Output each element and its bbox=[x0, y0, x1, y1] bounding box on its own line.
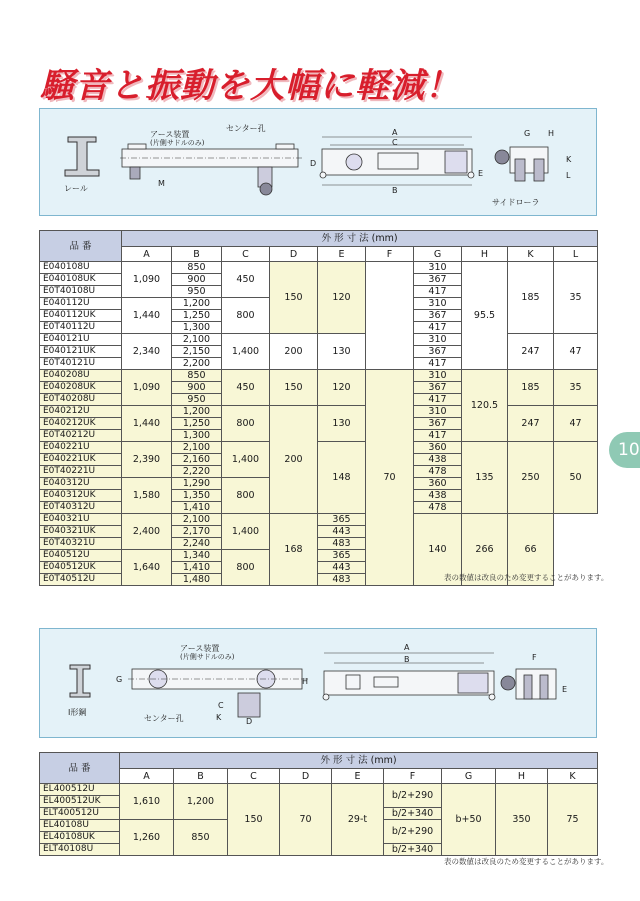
col2-f: F bbox=[384, 769, 442, 784]
value-b: 1,410 bbox=[172, 502, 222, 514]
value-b: 1,480 bbox=[172, 574, 222, 586]
col2-k: K bbox=[548, 769, 598, 784]
value-g: 360 bbox=[414, 478, 462, 490]
value-g: 417 bbox=[414, 430, 462, 442]
dim-c: C bbox=[392, 138, 398, 147]
value-l: 47 bbox=[554, 334, 598, 370]
model-cell: E0T40512U bbox=[40, 574, 122, 586]
model-cell: E040212UK bbox=[40, 418, 122, 430]
dim-l: L bbox=[566, 171, 571, 180]
value-c: 800 bbox=[222, 298, 270, 334]
table1-note: 表の数値は改良のため変更することがあります。 bbox=[444, 573, 609, 582]
dim2-c: C bbox=[218, 701, 224, 710]
value2-f: b/2+290 bbox=[384, 820, 442, 844]
col-e: E bbox=[318, 247, 366, 262]
ibeam-label: I形鋼 bbox=[68, 708, 87, 717]
value-g: 417 bbox=[414, 286, 462, 298]
value-g: 483 bbox=[318, 574, 366, 586]
value-d: 200 bbox=[270, 406, 318, 514]
rail-label: レール bbox=[64, 184, 88, 193]
value-e: 148 bbox=[318, 442, 366, 514]
value-b: 900 bbox=[172, 274, 222, 286]
value-b: 1,200 bbox=[172, 298, 222, 310]
value-k: 185 bbox=[508, 262, 554, 334]
value-g: 310 bbox=[414, 262, 462, 274]
value-g: 478 bbox=[414, 466, 462, 478]
dim-d: D bbox=[310, 159, 317, 168]
value-a: 1,440 bbox=[122, 298, 172, 334]
value-l: 35 bbox=[554, 370, 598, 406]
value2-f: b/2+340 bbox=[384, 808, 442, 820]
value-a: 1,090 bbox=[122, 262, 172, 298]
col-b: B bbox=[172, 247, 222, 262]
value-e: 130 bbox=[318, 334, 366, 370]
value-g: 360 bbox=[414, 442, 462, 454]
value2-f: b/2+340 bbox=[384, 844, 442, 856]
value-k: 247 bbox=[508, 406, 554, 442]
value-b: 1,340 bbox=[172, 550, 222, 562]
value-b: 1,250 bbox=[172, 310, 222, 322]
earth-device-label: アース装置 bbox=[150, 130, 190, 139]
dim2-d: D bbox=[246, 717, 253, 726]
value-g: 443 bbox=[318, 526, 366, 538]
value-g: 310 bbox=[414, 334, 462, 346]
value2-g: b+50 bbox=[442, 784, 496, 856]
model-cell: E040321UK bbox=[40, 526, 122, 538]
value-g: 443 bbox=[318, 562, 366, 574]
value-a: 1,640 bbox=[122, 550, 172, 586]
model-cell: E040312UK bbox=[40, 490, 122, 502]
value-f: 70 bbox=[366, 370, 414, 586]
value-b: 1,350 bbox=[172, 490, 222, 502]
value-c: 1,400 bbox=[222, 514, 270, 550]
model-cell: E040208U bbox=[40, 370, 122, 382]
dim-a: A bbox=[392, 128, 398, 137]
dim-k: K bbox=[566, 155, 572, 164]
value2-h: 350 bbox=[496, 784, 548, 856]
value-b: 2,150 bbox=[172, 346, 222, 358]
spec-table-2 bbox=[39, 752, 598, 856]
value-g: 417 bbox=[414, 394, 462, 406]
col-k: K bbox=[508, 247, 554, 262]
value-k: 250 bbox=[508, 442, 554, 514]
value-h: 140 bbox=[414, 514, 462, 586]
model-cell: E0T40312U bbox=[40, 502, 122, 514]
value-b: 2,100 bbox=[172, 334, 222, 346]
value-l: 35 bbox=[554, 262, 598, 334]
value-d: 150 bbox=[270, 262, 318, 334]
value-b: 1,250 bbox=[172, 418, 222, 430]
value-b: 1,300 bbox=[172, 322, 222, 334]
value-b: 2,100 bbox=[172, 514, 222, 526]
value-d: 200 bbox=[270, 334, 318, 370]
model-cell: E0T40221U bbox=[40, 466, 122, 478]
model-cell: ELT400512U bbox=[40, 808, 120, 820]
col2-b: B bbox=[174, 769, 228, 784]
model-cell: E040208UK bbox=[40, 382, 122, 394]
spec-table-1 bbox=[39, 230, 598, 586]
value-a: 1,090 bbox=[122, 370, 172, 406]
dim2-h: H bbox=[302, 677, 309, 686]
model-cell: E040108U bbox=[40, 262, 122, 274]
model-cell: EL400512U bbox=[40, 784, 120, 796]
col2-a: A bbox=[120, 769, 174, 784]
page-headline: 騒音と振動を大幅に軽減！ bbox=[40, 66, 460, 106]
value-c: 1,400 bbox=[222, 334, 270, 370]
value-b: 1,290 bbox=[172, 478, 222, 490]
value-g: 367 bbox=[414, 346, 462, 358]
ibeam-drawing bbox=[40, 629, 596, 737]
value-a: 2,340 bbox=[122, 334, 172, 370]
earth-device-sub-2: (片側サドルのみ) bbox=[180, 653, 235, 661]
model-cell: E0T40108U bbox=[40, 286, 122, 298]
model-cell: E040112UK bbox=[40, 310, 122, 322]
value-a: 2,400 bbox=[122, 514, 172, 550]
value-c: 450 bbox=[222, 262, 270, 298]
earth-device-sub: (片側サドルのみ) bbox=[150, 139, 205, 147]
dimension-header: 外 形 寸 法 (mm) bbox=[122, 231, 598, 247]
dim-g: G bbox=[524, 129, 531, 138]
value-h: 135 bbox=[462, 442, 508, 514]
value-b: 1,300 bbox=[172, 430, 222, 442]
value-g: 310 bbox=[414, 370, 462, 382]
value-g: 417 bbox=[414, 322, 462, 334]
model-cell: E040108UK bbox=[40, 274, 122, 286]
dim-b: B bbox=[392, 186, 398, 195]
value-g: 417 bbox=[414, 358, 462, 370]
value-g: 310 bbox=[414, 298, 462, 310]
value-c: 450 bbox=[222, 370, 270, 406]
rail-diagram-panel bbox=[39, 108, 597, 216]
dim2-e: E bbox=[562, 685, 568, 694]
value-g: 367 bbox=[414, 382, 462, 394]
value-b: 900 bbox=[172, 382, 222, 394]
value-h: 95.5 bbox=[462, 262, 508, 370]
value-e: 120 bbox=[318, 262, 366, 334]
value-b: 950 bbox=[172, 286, 222, 298]
value-l: 66 bbox=[508, 514, 554, 586]
model-cell: E0T40121U bbox=[40, 358, 122, 370]
model-cell: EL40108U bbox=[40, 820, 120, 832]
value-g: 438 bbox=[414, 454, 462, 466]
value-e: 120 bbox=[318, 370, 366, 406]
model-cell: EL40108UK bbox=[40, 832, 120, 844]
value-b: 2,200 bbox=[172, 358, 222, 370]
ibeam-diagram-panel bbox=[39, 628, 597, 738]
dim2-b: B bbox=[404, 655, 410, 664]
value-g: 365 bbox=[318, 514, 366, 526]
value-g: 367 bbox=[414, 310, 462, 322]
value-a: 1,580 bbox=[122, 478, 172, 514]
value-e: 130 bbox=[318, 406, 366, 442]
model-cell: E040512U bbox=[40, 550, 122, 562]
model-cell: EL400512UK bbox=[40, 796, 120, 808]
col-l: L bbox=[554, 247, 598, 262]
value-k: 266 bbox=[462, 514, 508, 586]
value-e: 168 bbox=[270, 514, 318, 586]
earth-device-label-2: アース装置 bbox=[180, 644, 220, 653]
col2-e: E bbox=[332, 769, 384, 784]
col-f: F bbox=[366, 247, 414, 262]
value-l: 47 bbox=[554, 406, 598, 442]
model-cell: E0T40321U bbox=[40, 538, 122, 550]
dimension-header-2: 外 形 寸 法 (mm) bbox=[120, 753, 598, 769]
model-cell: E040121UK bbox=[40, 346, 122, 358]
value-g: 367 bbox=[414, 274, 462, 286]
value2-a: 1,610 bbox=[120, 784, 174, 820]
value-c: 800 bbox=[222, 550, 270, 586]
value-c: 800 bbox=[222, 478, 270, 514]
col2-h: H bbox=[496, 769, 548, 784]
value2-c: 150 bbox=[228, 784, 280, 856]
col2-d: D bbox=[280, 769, 332, 784]
model-cell: E040212U bbox=[40, 406, 122, 418]
value-g: 478 bbox=[414, 502, 462, 514]
dim2-a: A bbox=[404, 643, 410, 652]
value-k: 185 bbox=[508, 370, 554, 406]
value2-e: 29-t bbox=[332, 784, 384, 856]
value2-b: 850 bbox=[174, 820, 228, 856]
model-cell: E040512UK bbox=[40, 562, 122, 574]
col-d: D bbox=[270, 247, 318, 262]
center-hole-label-2: センター孔 bbox=[144, 714, 184, 723]
value-k: 247 bbox=[508, 334, 554, 370]
page-number-tab: 10 bbox=[609, 432, 640, 468]
dim-e: E bbox=[478, 169, 484, 178]
model-cell: E0T40212U bbox=[40, 430, 122, 442]
value-b: 2,170 bbox=[172, 526, 222, 538]
model-cell: E0T40112U bbox=[40, 322, 122, 334]
value-b: 1,410 bbox=[172, 562, 222, 574]
model-cell: ELT40108U bbox=[40, 844, 120, 856]
col-g: G bbox=[414, 247, 462, 262]
dim2-g: G bbox=[116, 675, 123, 684]
value-c: 1,400 bbox=[222, 442, 270, 478]
model-header-2: 品 番 bbox=[40, 753, 120, 784]
value-c: 800 bbox=[222, 406, 270, 442]
col-a: A bbox=[122, 247, 172, 262]
value-g: 438 bbox=[414, 490, 462, 502]
value-g: 483 bbox=[318, 538, 366, 550]
value-a: 2,390 bbox=[122, 442, 172, 478]
col-h: H bbox=[462, 247, 508, 262]
value-b: 2,220 bbox=[172, 466, 222, 478]
value-b: 950 bbox=[172, 394, 222, 406]
model-cell: E040312U bbox=[40, 478, 122, 490]
value-d: 150 bbox=[270, 370, 318, 406]
side-roller-label: サイドローラ bbox=[492, 198, 540, 207]
value-g: 310 bbox=[414, 406, 462, 418]
value-l: 50 bbox=[554, 442, 598, 514]
value2-d: 70 bbox=[280, 784, 332, 856]
col-c: C bbox=[222, 247, 270, 262]
value-b: 2,100 bbox=[172, 442, 222, 454]
dim2-k: K bbox=[216, 713, 222, 722]
value2-k: 75 bbox=[548, 784, 598, 856]
value-g: 365 bbox=[318, 550, 366, 562]
dim-m: M bbox=[158, 179, 165, 188]
model-cell: E040121U bbox=[40, 334, 122, 346]
dim2-f: F bbox=[532, 653, 537, 662]
value-h: 120.5 bbox=[462, 370, 508, 442]
value-b: 850 bbox=[172, 370, 222, 382]
model-cell: E040112U bbox=[40, 298, 122, 310]
model-cell: E040221U bbox=[40, 442, 122, 454]
model-cell: E0T40208U bbox=[40, 394, 122, 406]
table2-note: 表の数値は改良のため変更することがあります。 bbox=[444, 857, 609, 866]
col2-c: C bbox=[228, 769, 280, 784]
model-cell: E040221UK bbox=[40, 454, 122, 466]
dim-h: H bbox=[548, 129, 555, 138]
value-b: 2,240 bbox=[172, 538, 222, 550]
model-cell: E040321U bbox=[40, 514, 122, 526]
value2-a: 1,260 bbox=[120, 820, 174, 856]
value-g: 367 bbox=[414, 418, 462, 430]
value-b: 1,200 bbox=[172, 406, 222, 418]
value-b: 2,160 bbox=[172, 454, 222, 466]
value2-b: 1,200 bbox=[174, 784, 228, 820]
value-b: 850 bbox=[172, 262, 222, 274]
center-hole-label: センター孔 bbox=[226, 124, 266, 133]
value-a: 1,440 bbox=[122, 406, 172, 442]
model-header: 品 番 bbox=[40, 231, 122, 262]
value2-f: b/2+290 bbox=[384, 784, 442, 808]
col2-g: G bbox=[442, 769, 496, 784]
value-f-blank bbox=[366, 262, 414, 370]
